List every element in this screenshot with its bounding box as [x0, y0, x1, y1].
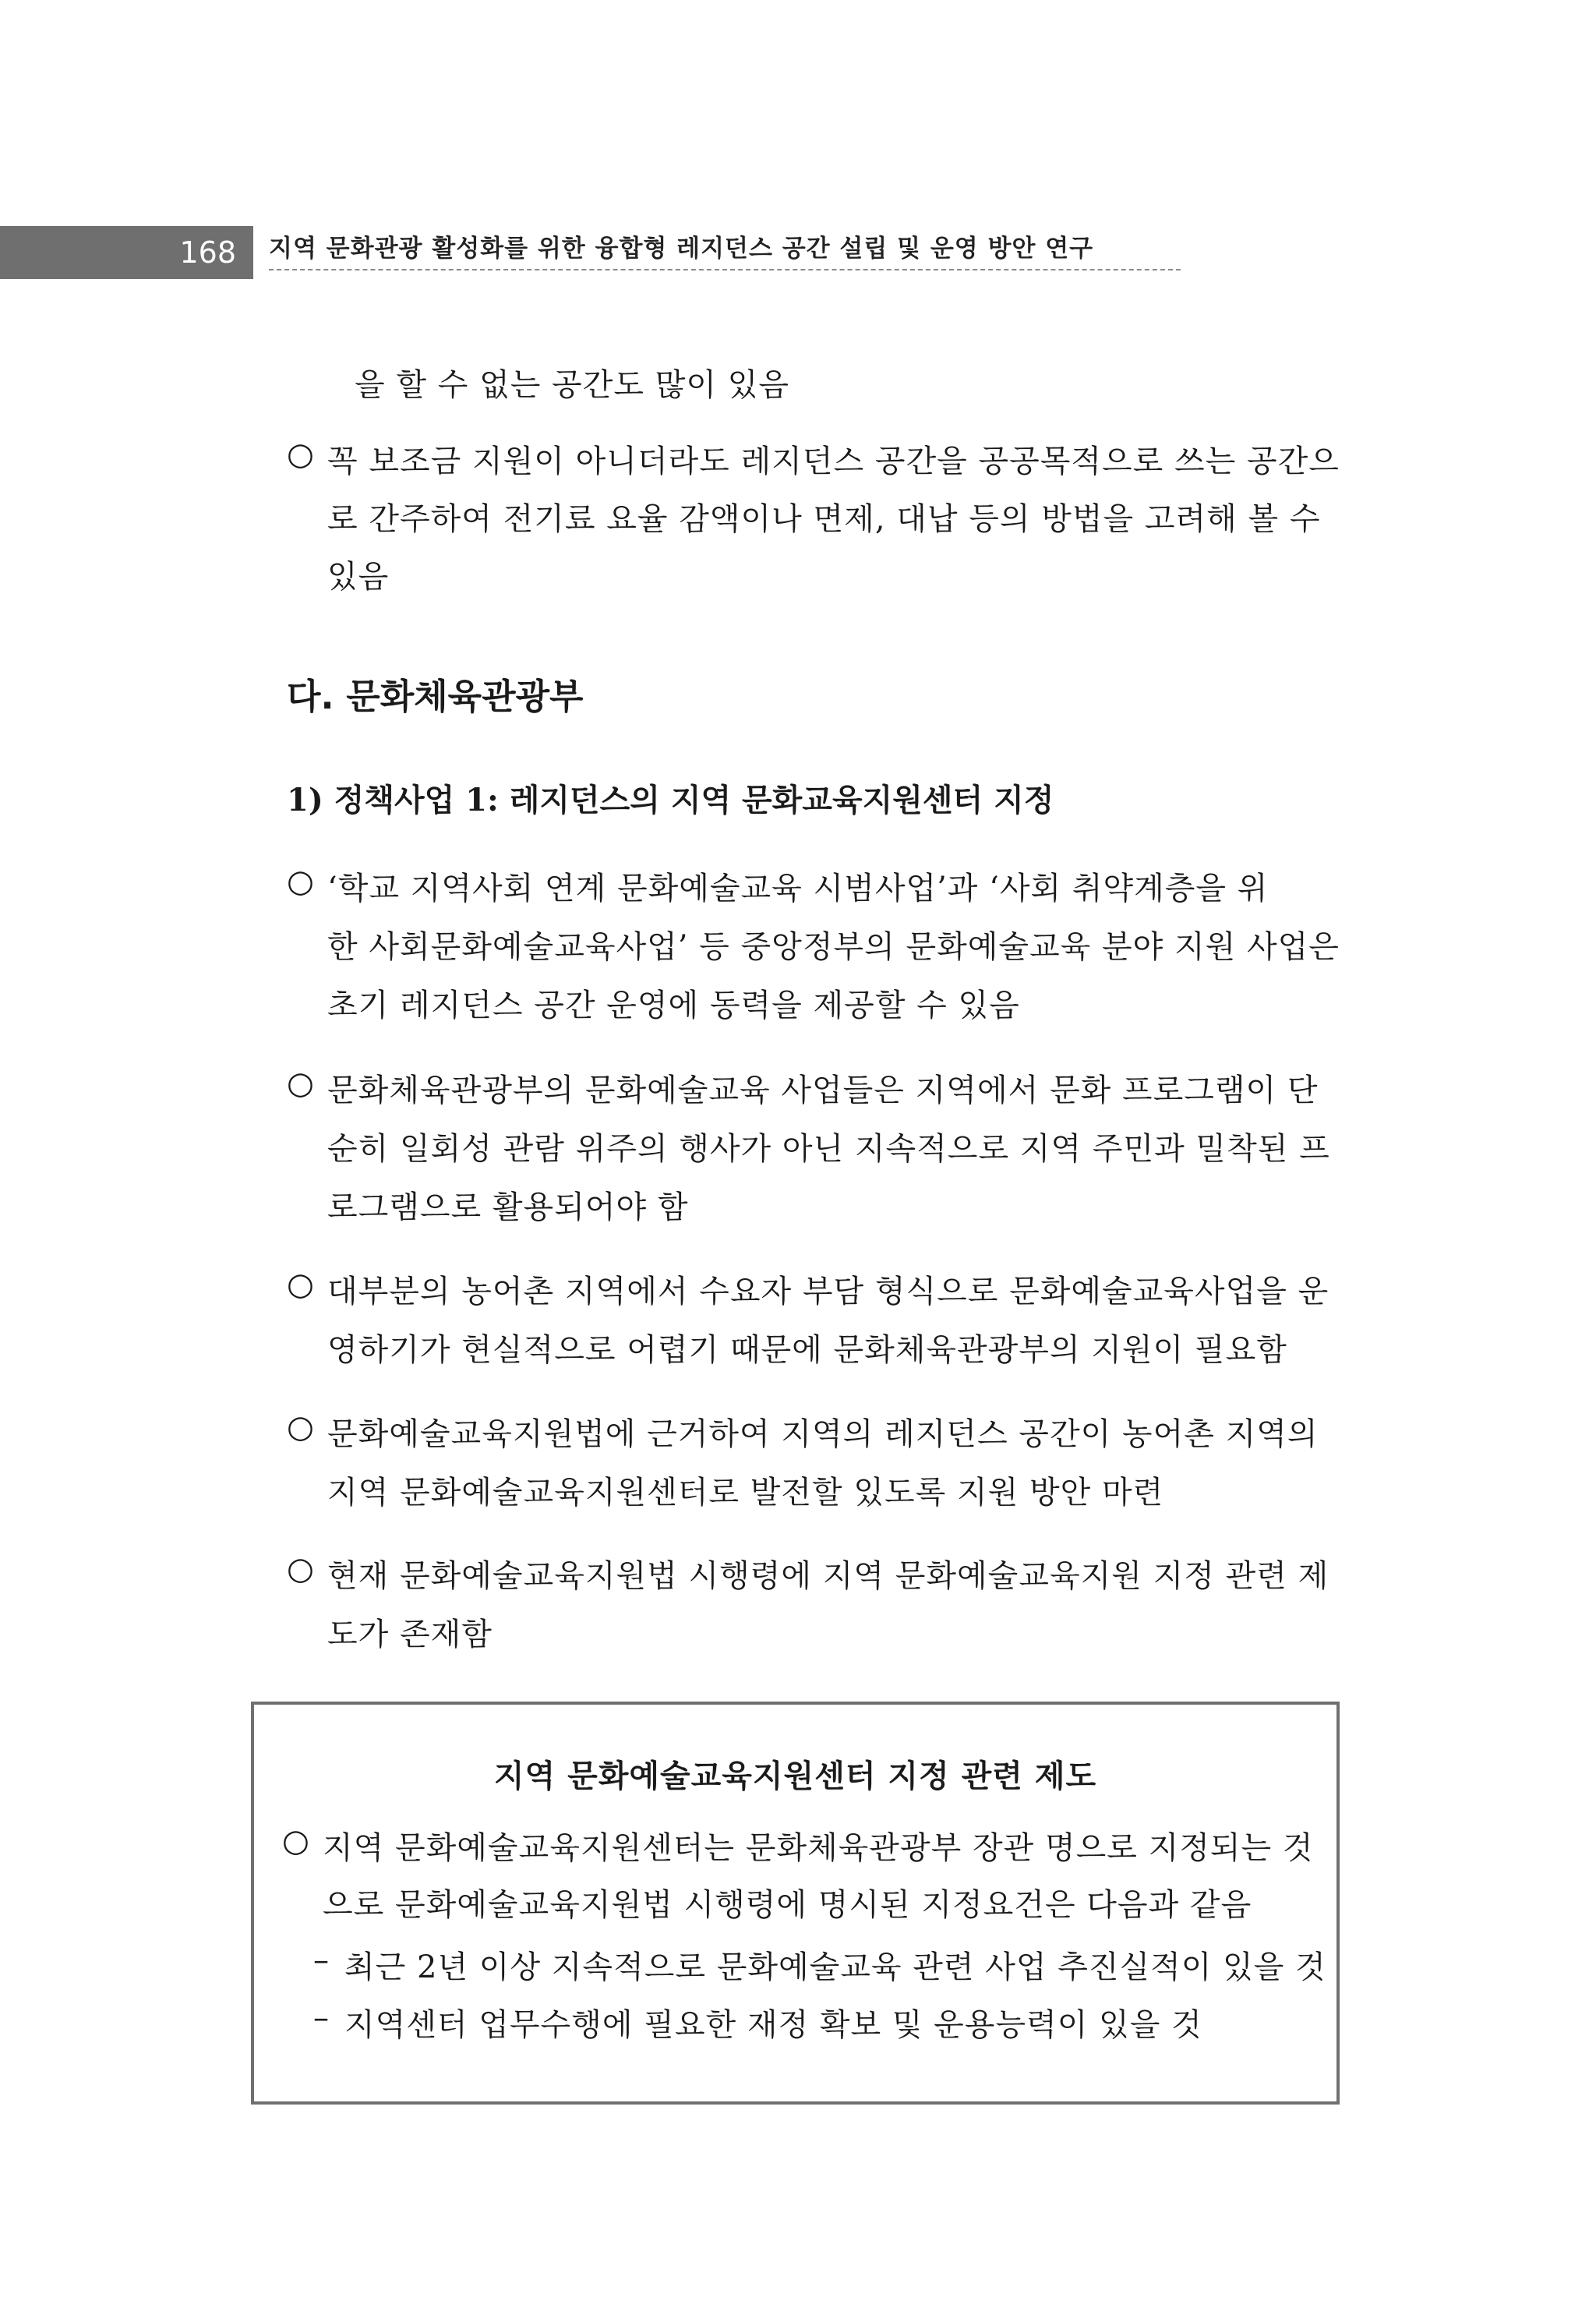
circle-bullet-icon: ○ — [287, 864, 315, 899]
bullet-line: 있음 — [327, 559, 390, 595]
bullet-line: 순히 일회성 관람 위주의 행사가 아닌 지속적으로 지역 주민과 밀착된 프 — [327, 1131, 1330, 1167]
info-box-bullet — [282, 1823, 1314, 1940]
bullet-line: 으로 문화예술교육지원법 시행령에 명시된 지정요건은 다음과 같음 — [323, 1887, 1252, 1923]
page-number: 168 — [0, 226, 253, 279]
circle-bullet-icon: ○ — [287, 1066, 315, 1101]
bullet-item — [287, 1066, 1347, 1237]
bullet-line: ‘학교 지역사회 연계 문화예술교육 시범사업’과 ‘사회 취약계층을 위 — [327, 871, 1269, 907]
bullet-line: 꼭 보조금 지원이 아니더라도 레지던스 공간을 공공목적으로 쓰는 공간으 — [327, 444, 1340, 479]
bullet-line: 지역 문화예술교육지원센터는 문화체육관광부 장관 명으로 지정되는 것 — [323, 1830, 1314, 1866]
dash-bullet-icon: – — [313, 1942, 330, 1978]
circle-bullet-icon: ○ — [282, 1823, 310, 1859]
bullet-line: 영하기가 현실적으로 어렵기 때문에 문화체육관광부의 지원이 필요함 — [327, 1332, 1287, 1368]
dash-line: 지역센터 업무수행에 필요한 재정 확보 및 운용능력이 있을 것 — [344, 2007, 1202, 2043]
info-box-title: 지역 문화예술교육지원센터 지정 관련 제도 — [493, 1758, 1097, 1794]
circle-bullet-icon: ○ — [287, 1409, 315, 1445]
dash-line: 최근 2년 이상 지속적으로 문화예술교육 관련 사업 추진실적이 있을 것 — [344, 1949, 1326, 1985]
circle-bullet-icon: ○ — [287, 1551, 315, 1587]
circle-bullet-icon: ○ — [287, 1267, 315, 1302]
bullet-item — [287, 1409, 1347, 1526]
bullet-line: 대부분의 농어촌 지역에서 수요자 부담 형식으로 문화예술교육사업을 운 — [327, 1274, 1329, 1309]
bullet-line: 현재 문화예술교육지원법 시행령에 지역 문화예술교육지원 지정 관련 제 — [327, 1558, 1329, 1594]
bullet-line: 문화체육관광부의 문화예술교육 사업들은 지역에서 문화 프로그램이 단 — [327, 1073, 1319, 1108]
bullet-item — [287, 1267, 1347, 1384]
bullet-item — [287, 864, 1347, 1035]
info-box — [251, 1702, 1340, 2105]
dash-bullet-icon: – — [313, 2000, 330, 2036]
bullet-line: 로 간주하여 전기료 요율 감액이나 면제, 대납 등의 방법을 고려해 볼 수 — [327, 501, 1321, 537]
bullet-item — [287, 436, 1347, 608]
bullet-line: 도가 존재함 — [327, 1617, 493, 1652]
bullet-line: 로그램으로 활용되어야 함 — [327, 1189, 689, 1225]
header-divider — [269, 269, 1181, 270]
section-heading: 다. 문화체육관광부 — [287, 676, 584, 717]
circle-bullet-icon: ○ — [287, 436, 315, 472]
bullet-line: 초기 레지던스 공간 운영에 동력을 제공할 수 있음 — [327, 988, 1020, 1023]
continuation-text: 을 할 수 없는 공간도 많이 있음 — [355, 367, 789, 403]
subsection-heading: 1) 정책사업 1: 레지던스의 지역 문화교육지원센터 지정 — [287, 782, 1054, 818]
running-title: 지역 문화관광 활성화를 위한 융합형 레지던스 공간 설립 및 운영 방안 연구 — [269, 235, 1094, 263]
bullet-line: 한 사회문화예술교육사업’ 등 중앙정부의 문화예술교육 분야 지원 사업은 — [327, 929, 1340, 965]
info-box-dash-list — [313, 1942, 1326, 2059]
bullet-item — [287, 1551, 1347, 1668]
bullet-line: 문화예술교육지원법에 근거하여 지역의 레지던스 공간이 농어촌 지역의 — [327, 1416, 1319, 1452]
bullet-line: 지역 문화예술교육지원센터로 발전할 있도록 지원 방안 마련 — [327, 1475, 1164, 1511]
